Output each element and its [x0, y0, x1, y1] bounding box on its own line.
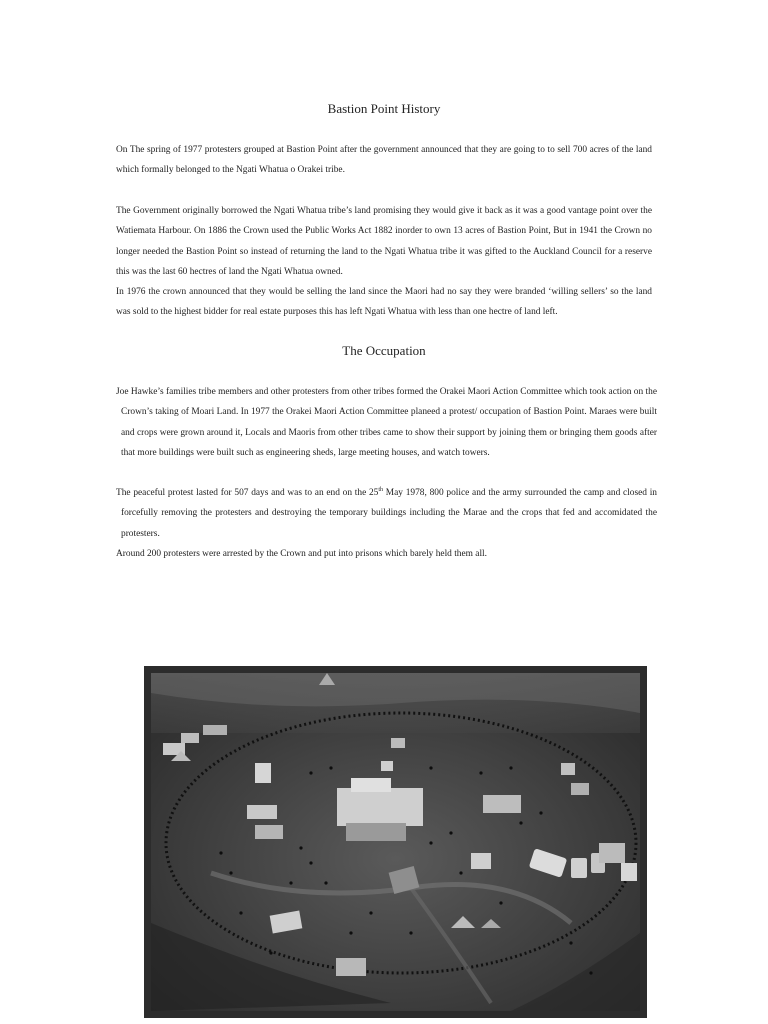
- section-heading-occupation: The Occupation: [342, 343, 426, 358]
- page-title: Bastion Point History: [327, 101, 441, 116]
- paragraph-protest-end: [116, 483, 657, 544]
- aerial-photo: [151, 673, 640, 1011]
- protest-end-text-a: The peaceful protest lasted for 507 days and was to an end on the 25: [116, 488, 379, 498]
- paragraph-committee: Joe Hawke’s families tribe members and other protesters from other tribes formed the Orakei Maori Action Committee which took action on the Crown’s taking of Moari Land. In 1977 the Orakei Maori Action Committee planeed a protest/ occupation of Bastion Point. Maraes were built and crops were grown around it, Locals and Maoris from other tribes came to show their support by joining them or bringing them goods after that more buildings were built such as engineering sheds, large meeting houses, and watch towers.: [116, 387, 657, 458]
- paragraph-arrests: Around 200 protesters were arrested by the Crown and put into prisons which barely held them all.: [116, 549, 488, 559]
- paragraph-history: The Government originally borrowed the Ngati Whatua tribe’s land promising they would give it back as it was a good vantage point over the Watiemata Harbour. On 1886 the Crown used the Public Works Act 1882 inorder to own 13 acres of Bastion Point, But in 1941 the Crown no longer needed the Bastion Point so instead of returning the land to the Ngati Whatua tribe it was gifted to the Auckland Council for a reserve this was the last 60 hectres of land the Ngati Whatua owned.: [116, 206, 652, 277]
- ordinal-suffix: th: [378, 486, 384, 493]
- paragraph-sale: In 1976 the crown announced that they would be selling the land since the Maori had no say they were branded ‘willing sellers’ so the land was sold to the highest bidder for real estate purposes this has left Ngati Whatua with less than one hectre of land left.: [116, 287, 652, 318]
- paragraph-intro: On The spring of 1977 protesters grouped at Bastion Point after the government announced that they are going to to sell 700 acres of the land which formally belonged to the Ngati Whatua o Orakei tribe.: [116, 145, 652, 176]
- protest-end-text-b: May 1978, 800 police and the army surrounded the camp and closed in forcefully removing the protesters and destroying the temporary buildings including the Marae and the crops that fed and accomidated the protesters.: [121, 488, 657, 539]
- aerial-photo-frame: [144, 666, 647, 1018]
